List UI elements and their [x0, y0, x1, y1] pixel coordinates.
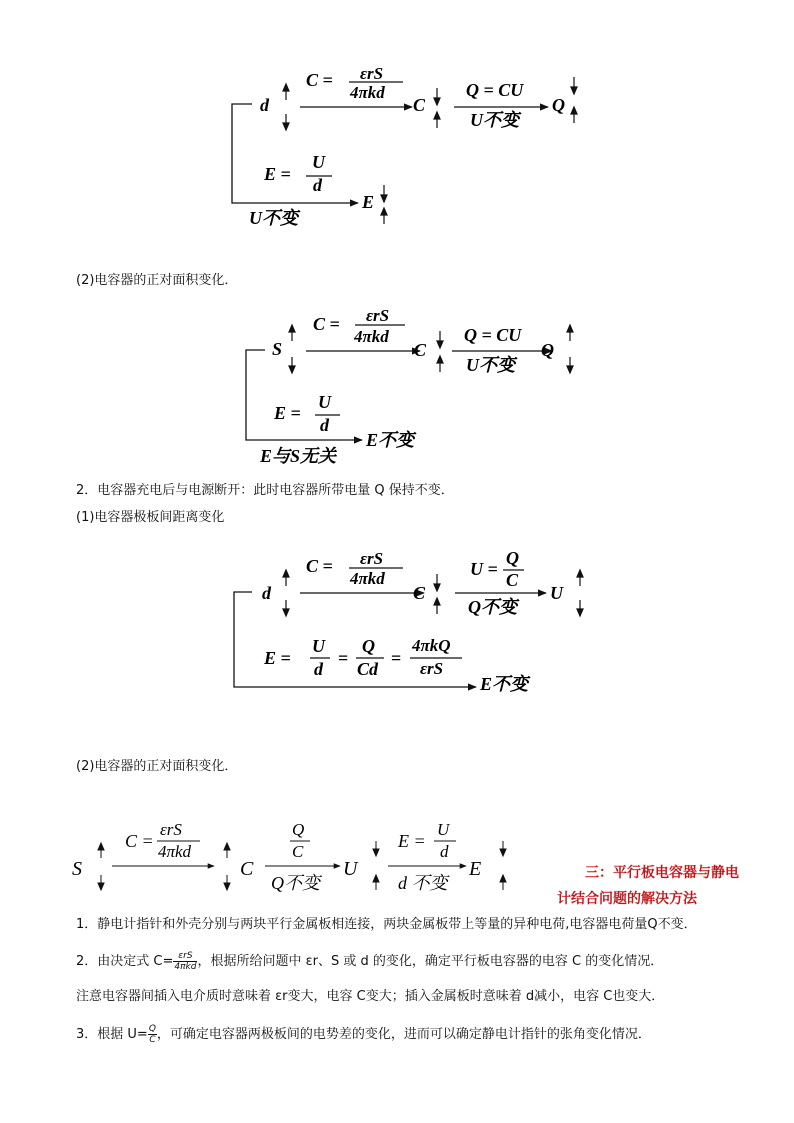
section-3-title-line-1: 三：平行板电容器与静电 [585, 865, 739, 881]
item-3-frac-num: Q [148, 1024, 156, 1034]
var-d: d [260, 95, 269, 115]
formula-c-eq: C = [306, 70, 333, 90]
formula-d-den: d [314, 659, 323, 679]
formula-q: Q [506, 548, 519, 568]
formula-d: d [440, 842, 449, 861]
formula-e-eq: E = [264, 164, 291, 184]
formula-4pikd: 4πkd [350, 83, 385, 102]
formula-u-eq: U = [470, 559, 498, 579]
formula-eq-2: = [391, 648, 402, 668]
condition-q-unchanged: Q不变 [271, 873, 320, 893]
diagram-voltage-constant-area [0, 305, 794, 470]
var-q: Q [552, 95, 565, 115]
formula-u: U [437, 820, 450, 839]
formula-c-eq: C = [125, 831, 154, 851]
formula-eps-s: εrS [360, 64, 384, 83]
heading-distance-change: (1)电容器极板间距离变化 [76, 510, 225, 525]
var-e: E [469, 858, 482, 880]
formula-q-cu: Q = CU [464, 325, 522, 345]
var-u: U [343, 858, 358, 880]
item-2-prefix: 2．由决定式 C= [76, 954, 174, 969]
heading-area-change: (2)电容器的正对面积变化． [76, 273, 238, 288]
condition-u-unchanged: U不变 [466, 355, 515, 375]
var-c: C [414, 340, 427, 360]
formula-d: d [313, 175, 322, 195]
item-3-prefix: 3．根据 U= [76, 1027, 148, 1042]
item-2 [76, 951, 663, 972]
formula-q-cu: Q = CU [466, 80, 524, 100]
diagram-voltage-constant-distance [0, 64, 794, 240]
note: 注意电容器间插入电介质时意味着 εr变大，电容 C变大；插入金属板时意味着 d减小，电容 C也变大． [76, 989, 665, 1004]
formula-q-num: Q [362, 636, 375, 656]
condition-e-s-irrelevant: E与S无关 [260, 446, 337, 466]
condition-u-unchanged: U不变 [470, 110, 519, 130]
formula-eq-1: = [338, 648, 349, 668]
item-3-frac-den: C [149, 1035, 156, 1045]
item-1: 1．静电计指针和外壳分别与两块平行金属板相连接，两块金属板带上等量的异种电荷,电容器电荷量Q不变． [76, 917, 697, 932]
formula-d: d [320, 415, 329, 435]
formula-eps-s: εrS [360, 549, 384, 568]
formula-u: U [318, 392, 331, 412]
diagram-charge-constant-distance [0, 540, 794, 705]
formula-eps-s-2: εrS [420, 659, 444, 678]
formula-c-eq: C = [313, 314, 340, 334]
var-c: C [240, 858, 254, 880]
formula-q: Q [292, 820, 305, 839]
item-3-fraction [148, 1024, 157, 1045]
result-e-unchanged: E不变 [366, 430, 415, 450]
item-2-frac-num: εrS [173, 951, 197, 962]
formula-4pikd: 4πkd [354, 327, 389, 346]
formula-4pikd: 4πkd [350, 569, 385, 588]
formula-c: C [292, 842, 304, 861]
var-u: U [550, 583, 563, 603]
var-d: d [262, 583, 271, 603]
item-2-suffix: ，根据所给问题中 εr、S 或 d 的变化，确定平行板电容器的电容 C 的变化情况． [197, 954, 664, 969]
formula-4pikq: 4πkQ [412, 636, 451, 655]
formula-c: C [506, 570, 519, 590]
formula-e-eq: E = [398, 831, 426, 851]
var-q: Q [541, 340, 554, 360]
var-s: S [272, 339, 283, 359]
result-e-unchanged: E不变 [480, 674, 529, 694]
formula-c-eq: C = [306, 556, 333, 576]
formula-e-eq: E = [274, 403, 301, 423]
var-e: E [362, 192, 375, 212]
formula-cd-den: Cd [357, 659, 379, 679]
item-2-fraction [173, 951, 197, 972]
formula-4pikd: 4πkd [158, 842, 192, 861]
point-2: 2．电容器充电后与电源断开：此时电容器所带电量 Q 保持不变． [76, 483, 454, 498]
var-c: C [413, 583, 426, 603]
section-3-title-line-2: 计结合问题的解决方法 [557, 891, 697, 907]
condition-u-unchanged-2: U不变 [249, 208, 298, 228]
var-c: C [413, 95, 426, 115]
condition-q-unchanged: Q不变 [468, 597, 517, 617]
formula-eps-s: εrS [366, 306, 390, 325]
var-s: S [72, 858, 82, 880]
heading-area-change-2: (2)电容器的正对面积变化． [76, 759, 238, 774]
condition-d-unchanged: d 不变 [398, 873, 448, 893]
formula-e-eq: E = [264, 648, 291, 668]
item-2-frac-den: 4πkd [174, 962, 197, 972]
formula-eps: εrS [160, 820, 182, 839]
item-3 [76, 1024, 651, 1045]
formula-u: U [312, 152, 325, 172]
formula-u-num: U [312, 636, 325, 656]
item-3-suffix: ，可确定电容器两极板间的电势差的变化，进而可以确定静电计指针的张角变化情况． [156, 1027, 651, 1042]
